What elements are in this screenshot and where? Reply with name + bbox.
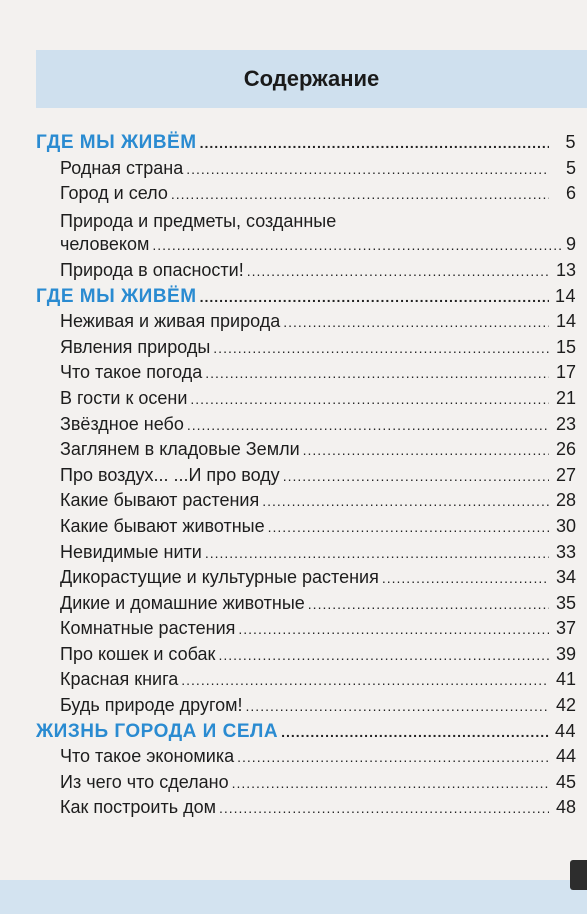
toc-section-heading[interactable] bbox=[36, 286, 576, 312]
toc-item[interactable] bbox=[36, 209, 576, 260]
dot-leader bbox=[205, 545, 549, 561]
item-title: Будь природе другом! bbox=[60, 695, 243, 716]
toc-item[interactable] bbox=[36, 311, 576, 337]
dot-leader bbox=[190, 391, 549, 407]
page-number: 21 bbox=[555, 387, 576, 408]
toc-item[interactable] bbox=[36, 669, 576, 695]
page-number: 30 bbox=[555, 515, 576, 536]
page-number: 41 bbox=[555, 669, 576, 690]
page-number: 33 bbox=[555, 541, 576, 562]
page-number: 23 bbox=[555, 413, 576, 434]
item-title: Природа в опасности! bbox=[60, 259, 244, 280]
page-number: 9 bbox=[565, 234, 576, 255]
page-number: 5 bbox=[565, 132, 576, 152]
item-title: Явления природы bbox=[60, 336, 211, 357]
page-number: 39 bbox=[555, 643, 576, 664]
page-number: 26 bbox=[555, 439, 576, 460]
dot-leader bbox=[186, 161, 549, 177]
dot-leader bbox=[232, 775, 549, 791]
page-title: Содержание bbox=[243, 66, 380, 91]
item-title: Какие бывают растения bbox=[60, 490, 260, 511]
item-title: В гости к осени bbox=[60, 387, 188, 408]
page-number: 15 bbox=[555, 336, 576, 357]
dot-leader bbox=[283, 314, 549, 330]
dot-leader bbox=[219, 800, 549, 816]
dot-leader bbox=[268, 519, 549, 535]
dot-leader bbox=[308, 596, 549, 612]
item-title: Невидимые нити bbox=[60, 541, 202, 562]
page-number: 6 bbox=[565, 183, 576, 204]
page-number: 44 bbox=[554, 720, 576, 741]
item-title: Что такое экономика bbox=[60, 746, 235, 767]
item-title: Комнатные растения bbox=[60, 618, 236, 639]
page-number: 14 bbox=[555, 311, 576, 332]
item-title: Родная страна bbox=[60, 157, 184, 178]
dot-leader bbox=[152, 237, 563, 253]
item-title: Что такое погода bbox=[60, 362, 203, 383]
dot-leader bbox=[382, 570, 549, 586]
item-title: Дикорастущие и культурные растения bbox=[60, 567, 379, 588]
page-number: 34 bbox=[555, 567, 576, 588]
toc-item[interactable] bbox=[36, 516, 576, 542]
table-of-contents bbox=[36, 132, 576, 823]
page-number: 44 bbox=[555, 746, 576, 767]
toc-section-heading[interactable] bbox=[36, 721, 576, 747]
dot-leader bbox=[187, 417, 549, 433]
dot-leader bbox=[281, 724, 549, 740]
page-corner-tab bbox=[570, 860, 587, 890]
page-number: 14 bbox=[554, 285, 576, 306]
item-title: Про воздух... ...И про воду bbox=[60, 464, 280, 485]
toc-item[interactable] bbox=[36, 362, 576, 388]
dot-leader bbox=[181, 672, 549, 688]
page-number: 48 bbox=[555, 797, 576, 818]
toc-item[interactable] bbox=[36, 618, 576, 644]
toc-item[interactable] bbox=[36, 414, 576, 440]
footer-band bbox=[0, 880, 587, 914]
toc-item[interactable] bbox=[36, 439, 576, 465]
dot-leader bbox=[213, 340, 549, 356]
toc-item[interactable] bbox=[36, 158, 576, 184]
item-title: Неживая и живая природа bbox=[60, 311, 281, 332]
toc-item[interactable] bbox=[36, 644, 576, 670]
page-number: 42 bbox=[555, 695, 576, 716]
toc-item[interactable] bbox=[36, 490, 576, 516]
dot-leader bbox=[246, 698, 549, 714]
dot-leader bbox=[237, 749, 549, 765]
page-number: 27 bbox=[555, 464, 576, 485]
toc-item[interactable] bbox=[36, 797, 576, 823]
section-title: ГДЕ МЫ ЖИВЁМ bbox=[36, 285, 197, 307]
dot-leader bbox=[238, 621, 549, 637]
toc-item[interactable] bbox=[36, 746, 576, 772]
toc-item[interactable] bbox=[36, 465, 576, 491]
toc-item[interactable] bbox=[36, 593, 576, 619]
page-number: 28 bbox=[555, 490, 576, 511]
dot-leader bbox=[262, 493, 549, 509]
item-title-line1: Природа и предметы, созданные bbox=[60, 210, 337, 231]
section-title: ГДЕ МЫ ЖИВЁМ bbox=[36, 132, 197, 153]
toc-item[interactable] bbox=[36, 260, 576, 286]
dot-leader bbox=[303, 442, 549, 458]
page-number: 17 bbox=[555, 362, 576, 383]
item-title: Про кошек и собак bbox=[60, 643, 216, 664]
toc-item[interactable] bbox=[36, 567, 576, 593]
page-number: 37 bbox=[555, 618, 576, 639]
toc-item[interactable] bbox=[36, 695, 576, 721]
dot-leader bbox=[218, 647, 549, 663]
page-number: 13 bbox=[555, 259, 576, 280]
item-title: Как построить дом bbox=[60, 797, 216, 818]
toc-item[interactable] bbox=[36, 183, 576, 209]
item-title: Дикие и домашние животные bbox=[60, 592, 305, 613]
dot-leader bbox=[200, 289, 549, 305]
page-number: 35 bbox=[555, 592, 576, 613]
toc-item[interactable] bbox=[36, 772, 576, 798]
toc-section-heading[interactable] bbox=[36, 132, 576, 158]
page-number: 5 bbox=[565, 157, 576, 178]
toc-item[interactable] bbox=[36, 388, 576, 414]
toc-item[interactable] bbox=[36, 542, 576, 568]
toc-item[interactable] bbox=[36, 337, 576, 363]
item-title: Город и село bbox=[60, 183, 168, 204]
dot-leader bbox=[171, 186, 549, 202]
item-title: Красная книга bbox=[60, 669, 179, 690]
item-title: Какие бывают животные bbox=[60, 515, 265, 536]
item-title-line2: человеком bbox=[60, 234, 150, 255]
item-title: Звёздное небо bbox=[60, 413, 184, 434]
dot-leader bbox=[283, 468, 549, 484]
item-title: Заглянем в кладовые Земли bbox=[60, 439, 300, 460]
section-title: ЖИЗНЬ ГОРОДА И СЕЛА bbox=[36, 720, 279, 742]
dot-leader bbox=[205, 365, 549, 381]
item-title: Из чего что сделано bbox=[60, 771, 229, 792]
page-number: 45 bbox=[555, 771, 576, 792]
dot-leader bbox=[247, 263, 549, 279]
dot-leader bbox=[200, 135, 549, 151]
